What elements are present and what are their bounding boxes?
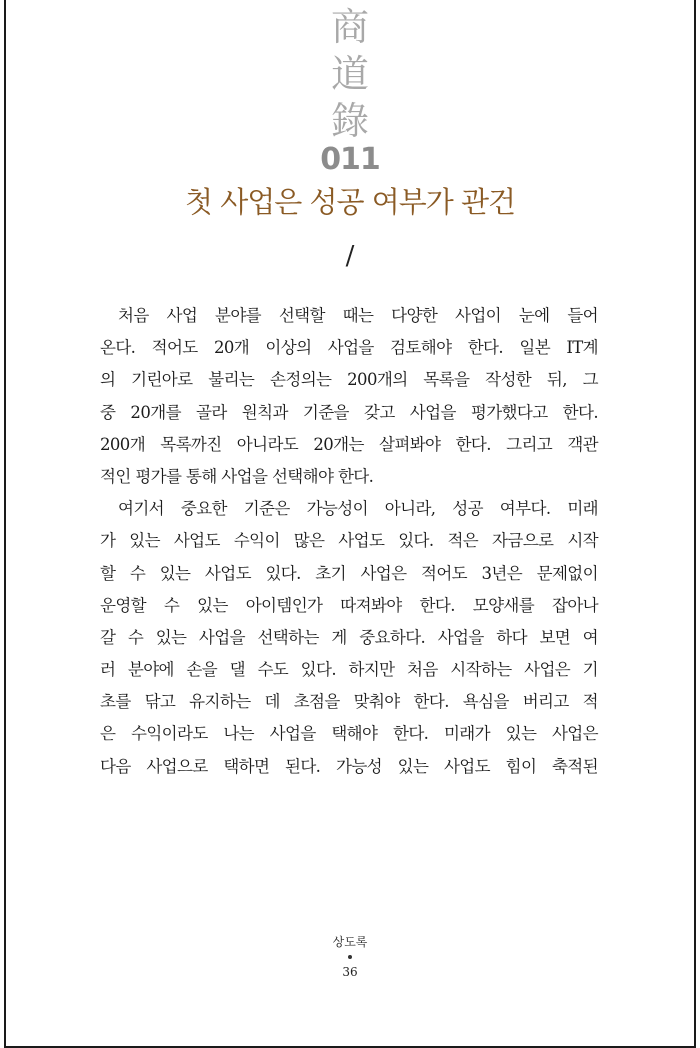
text-line: 처음 사업 분야를 선택할 때는 다양한 사업이 눈에 들어 — [118, 306, 598, 325]
page-number: 36 — [342, 965, 358, 979]
text-line: 가 있는 사업도 수익이 많은 사업도 있다. 적은 자금으로 시작 — [100, 531, 598, 551]
text-line: 할 수 있는 사업도 있다. 초기 사업은 적어도 3년은 문제없이 — [100, 563, 598, 583]
text-line: 운영할 수 있는 아이템인가 따져봐야 한다. 모양새를 잡아나 — [100, 595, 598, 615]
text-line: 다음 사업으로 택하면 된다. 가능성 있는 사업도 힘이 축적된 — [100, 756, 598, 776]
text-line: 의 기린아로 불리는 손정의는 200개의 목록을 작성한 뒤, 그 — [100, 370, 598, 390]
chapter-number: 011 — [320, 142, 380, 177]
text-line: 러 분야에 손을 댈 수도 있다. 하지만 처음 시작하는 사업은 기 — [100, 660, 598, 680]
running-footer-title: 상도록 — [332, 935, 368, 949]
footer-dot-ornament — [348, 955, 352, 959]
body-text — [100, 300, 598, 783]
chapter-title: 첫 사업은 성공 여부가 관건 — [184, 185, 516, 219]
hanja-char-3: 錄 — [330, 99, 369, 143]
hanja-char-2: 道 — [330, 52, 369, 96]
text-line: 온다. 적어도 20개 이상의 사업을 검토해야 한다. 일본 IT계 — [100, 338, 598, 358]
text-line: 적인 평가를 통해 사업을 선택해야 한다. — [100, 466, 374, 486]
title-divider: / — [345, 241, 355, 271]
text-line: 은 수익이라도 나는 사업을 택해야 한다. 미래가 있는 사업은 — [100, 724, 598, 744]
text-line: 200개 목록까진 아니라도 20개는 살펴봐야 한다. 그리고 객관 — [100, 434, 598, 454]
text-line: 여기서 중요한 기준은 가능성이 아니라, 성공 여부다. 미래 — [118, 499, 598, 519]
text-line: 갈 수 있는 사업을 선택하는 게 중요하다. 사업을 하다 보면 여 — [100, 627, 598, 647]
text-line: 초를 닦고 유지하는 데 초점을 맞춰야 한다. 욕심을 버리고 적 — [100, 692, 598, 712]
hanja-char-1: 商 — [330, 5, 369, 49]
text-line: 중 20개를 골라 원칙과 기준을 갖고 사업을 평가했다고 한다. — [100, 402, 598, 422]
